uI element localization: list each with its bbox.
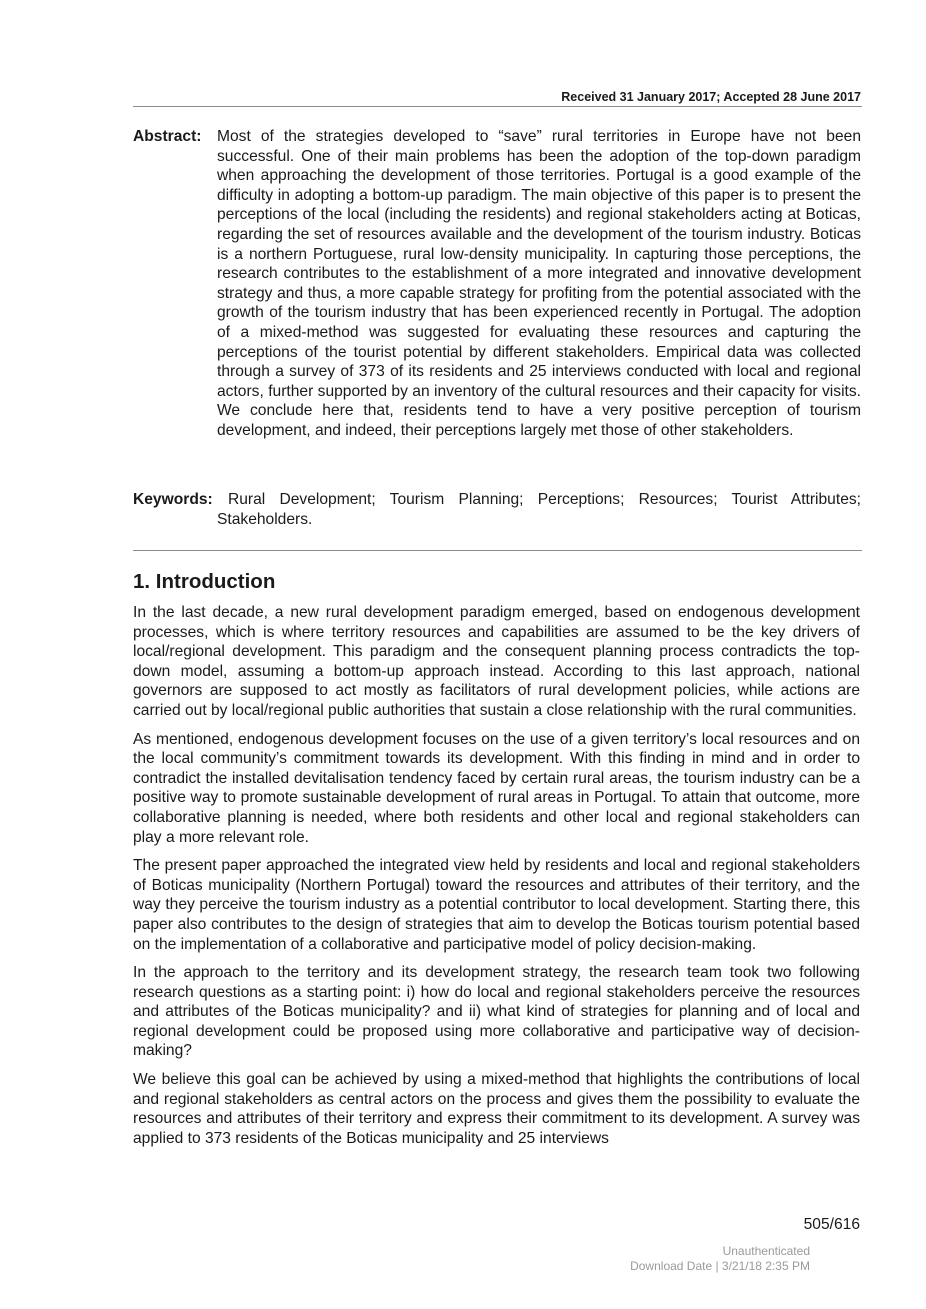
page-number: 505/616 <box>803 1216 860 1233</box>
header-divider <box>133 106 862 107</box>
keywords-text: Rural Development; Tourism Planning; Perceptions; Resources; Tourist Attributes; Stakeholders. <box>217 491 861 528</box>
paragraph: The present paper approached the integrated view held by residents and local and regional stakeholders of Boticas municipality (Northern Portugal) toward the resources and attributes of their territory, and the way they perceive the tourism industry as a potential contributor to local development. Starting there, this paper also contributes to the design of strategies that aim to develop the Boticas tourism potential based on the implementation of a collaborative and participative model of policy decision-making. <box>133 857 860 953</box>
watermark-auth-line: Unauthenticated <box>722 1244 810 1258</box>
paragraph: In the approach to the territory and its development strategy, the research team took two following research questions as a starting point: i) how do local and regional stakeholders perceive the resources and attributes of the Boticas municipality? and ii) what kind of strategies for planning and of local and regional development could be proposed using more collaborative and participative way of decision-making? <box>133 964 860 1060</box>
paragraph: As mentioned, endogenous development focuses on the use of a given territory’s local resources and on the local community’s commitment towards its development. With this finding in mind and in order to contradict the installed devitalisation tendency faced by certain rural areas, the tourism industry can be a positive way to promote sustainable development of rural areas in Portugal. To attain that outcome, more collaborative planning is needed, where both residents and other local and regional stakeholders can play a more relevant role. <box>133 730 860 846</box>
paragraph: In the last decade, a new rural development paradigm emerged, based on endogenous development processes, which is where territory resources and capabilities are assumed to be the key drivers of local/regional development. This paradigm and the consequent planning process contradicts the top-down model, assuming a bottom-up approach instead. According to this last approach, national governors are supposed to act mostly as facilitators of rural development policies, while actions are carried out by local/regional public authorities that sustain a close relationship with the rural communities. <box>133 604 860 719</box>
watermark-date-line: Download Date | 3/21/18 2:35 PM <box>630 1259 810 1273</box>
received-accepted-dates: Received 31 January 2017; Accepted 28 June 2017 <box>561 90 861 104</box>
abstract-block <box>133 127 861 441</box>
introduction-body <box>133 603 860 1157</box>
keywords-block <box>133 490 861 529</box>
section-divider <box>133 550 862 551</box>
download-watermark <box>560 1244 810 1274</box>
abstract-text: Most of the strategies developed to “save” rural territories in Europe have not been successful. One of their main problems has been the adoption of the top-down paradigm when approaching the development of those territories. Portugal is a good example of the difficulty in adopting a bottom-up paradigm. The main objective of this paper is to present the perceptions of the local (including the residents) and regional stakeholders acting at Boticas, regarding the set of resources available and the development of the tourism industry. Boticas is a northern Portuguese, rural low-density municipality. In capturing those perceptions, the research contributes to the establishment of a more integrated and innovative development strategy and thus, a more capable strategy for profiting from the potential associated with the growth of the tourism industry that has been experienced recently in Portugal. The adoption of a mixed-method was suggested for evaluating these resources and capturing the perceptions of the tourist potential by different stakeholders. Empirical data was collected through a survey of 373 of its residents and 25 interviews conducted with local and regional actors, further supported by an inventory of the cultural resources and their capacity for visits. We conclude here that, residents tend to have a very positive perception of tourism development, and indeed, their perceptions largely met those of other stakeholders. <box>217 128 861 439</box>
paragraph: We believe this goal can be achieved by using a mixed-method that highlights the contributions of local and regional stakeholders as central actors on the process and gives them the possibility to evaluate the resources and attributes of their territory and express their commitment to its development. A survey was applied to 373 residents of the Boticas municipality and 25 interviews <box>133 1071 860 1147</box>
section-heading-introduction: 1. Introduction <box>133 570 276 593</box>
keywords-label: Keywords: <box>133 491 213 508</box>
abstract-label: Abstract: <box>133 128 202 145</box>
